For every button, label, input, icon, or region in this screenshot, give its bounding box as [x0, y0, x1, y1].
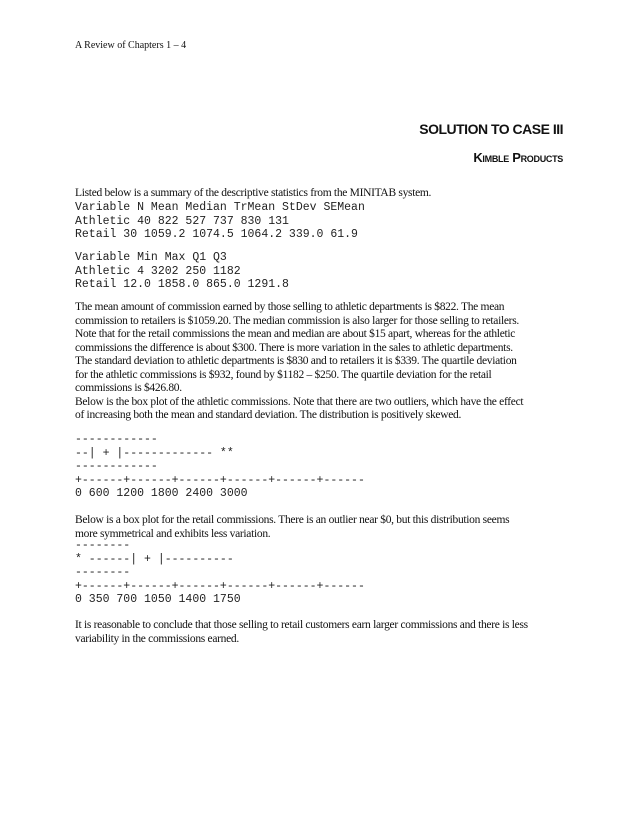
stats-row-athletic: Athletic 40 822 527 737 830 131 [75, 214, 289, 228]
stats-table-main [75, 201, 365, 242]
box-top-edge: -------- [75, 539, 131, 552]
running-header: A Review of Chapters 1 – 4 [75, 40, 187, 51]
text-line: variability in the commissions earned. [75, 632, 239, 645]
text-line: commissions the difference is about $300. There is more variation in the sales to athletic departments. [75, 341, 513, 354]
text-line: commission to retailers is $1059.20. The median commission is also larger for those selling to retailers. [75, 314, 519, 327]
box-axis-line: +------+------+------+------+------+------ [75, 473, 365, 487]
discussion-paragraph [75, 301, 575, 423]
text-line: It is reasonable to conclude that those selling to retail customers earn larger commissions and there is less [75, 619, 528, 631]
stats-row-retail: Retail 30 1059.2 1074.5 1064.2 339.0 61.9 [75, 228, 358, 242]
quartile-row-retail: Retail 12.0 1858.0 865.0 1291.8 [75, 278, 289, 292]
stats-header-row: Variable N Mean Median TrMean StDev SEMean [75, 201, 365, 214]
text-line: Below is a box plot for the retail commissions. There is an outlier near $0, but this distribution seems [75, 514, 510, 526]
retail-intro-paragraph [75, 514, 575, 541]
text-line: Below is the box plot of the athletic commissions. Note that there are two outliers, which have the effect [75, 395, 524, 408]
quartile-row-athletic: Athletic 4 3202 250 1182 [75, 264, 241, 278]
conclusion-paragraph [75, 619, 575, 646]
intro-paragraph: Listed below is a summary of the descriptive statistics from the MINITAB system. [75, 187, 432, 199]
box-bottom-edge: -------- [75, 566, 131, 580]
quartile-header-row: Variable Min Max Q1 Q3 [75, 251, 227, 264]
box-axis-labels: 0 350 700 1050 1400 1750 [75, 593, 241, 607]
text-line: The standard deviation to athletic departments is $830 and to retailers it is $339. The quartile deviation [75, 355, 517, 367]
solution-title: SOLUTION TO CASE III [419, 121, 563, 137]
text-line: more symmetrical and exhibits less variation. [75, 527, 271, 540]
text-line: Note that for the retail commissions the mean and median are about $15 apart, whereas for the athletic [75, 328, 516, 340]
box-bottom-edge: ------------ [75, 460, 158, 474]
box-axis-labels: 0 600 1200 1800 2400 3000 [75, 487, 248, 501]
retail-box-plot [75, 539, 365, 607]
stats-table-quartiles [75, 251, 289, 292]
text-line: The mean amount of commission earned by those selling to athletic departments is $822. The mean [75, 301, 505, 313]
text-line: of increasing both the mean and standard deviation. The distribution is positively skewed. [75, 409, 462, 421]
box-whiskers-row: --| + |------------- ** [75, 446, 234, 460]
text-line: commissions is $426.80. [75, 382, 182, 394]
box-axis-line: +------+------+------+------+------+------ [75, 579, 365, 593]
text-line: for the athletic commissions is $932, found by $1182 – $250. The quartile deviation for the retail [75, 368, 492, 381]
box-top-edge: ------------ [75, 433, 158, 446]
athletic-box-plot [75, 433, 365, 501]
box-whiskers-row: * ------| + |---------- [75, 552, 234, 566]
case-title: Kimble Products [473, 150, 563, 165]
